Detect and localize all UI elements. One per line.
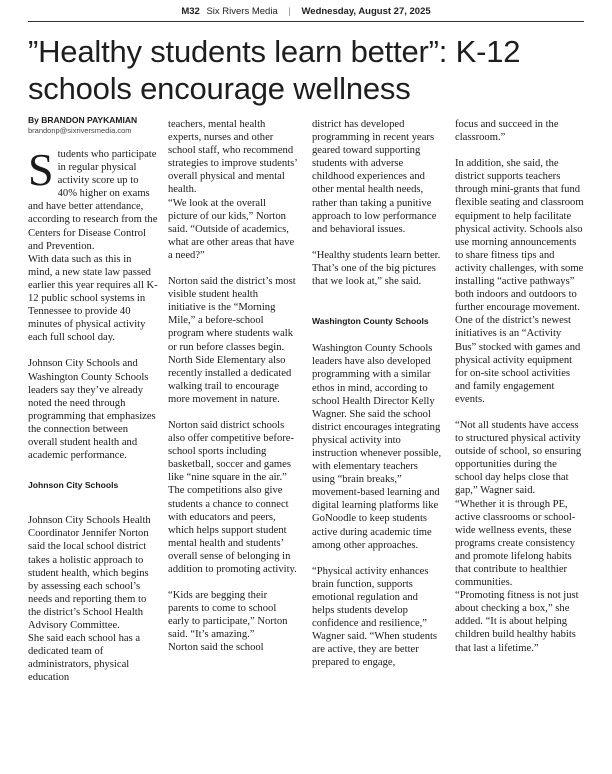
page-header bbox=[0, 6, 612, 17]
paragraph: “Physical activity enhances brain function, supports emotional regulation and helps students develop confidence and resilience,” Wagner said. “When students are active, they are better prepared to engage, bbox=[312, 565, 438, 669]
paragraph: Johnson City Schools Health Coordinator Jennifer Norton said the local school district takes a holistic approach to student health, which begins by assessing each school’s needs and reporting them to the district’s School Health Advisory Committee. bbox=[28, 515, 151, 631]
article-column-1 bbox=[28, 144, 158, 684]
article-column-4 bbox=[455, 118, 585, 655]
paragraph: “Promoting fitness is not just about checking a box,” she added. “It is about helping children build healthy habits that last a lifetime.” bbox=[455, 590, 579, 654]
paragraph: “We look at the overall picture of our kids,” Norton said. “Outside of academics, what are other areas that have a need?” bbox=[168, 197, 295, 261]
byline-email: brandonp@sixriversmedia.com bbox=[28, 126, 132, 135]
byline-author: By BRANDON PAYKAMIAN bbox=[28, 115, 138, 125]
drop-cap: S bbox=[28, 144, 54, 195]
paragraph: focus and succeed in the classroom.” bbox=[455, 119, 559, 144]
byline bbox=[28, 115, 137, 135]
header-rule bbox=[28, 21, 584, 22]
paragraph: Norton said the school bbox=[168, 642, 264, 654]
paragraph: Johnson City Schools and Washington County Schools leaders say they’ve already noted the need through programming that emphasizes the connection between overall student health and academic performance. bbox=[28, 358, 156, 462]
article-column-2 bbox=[168, 118, 298, 655]
lead-text: tudents who participate in regular physical activity score up to 40% higher on exams and have better attendance, according to research from the Centers for Disease Control and Prevention. bbox=[28, 149, 158, 252]
paragraph: “Whether it is through PE, active classrooms or school-wide wellness events, these programs create consistency and promote lifelong habits that contribute to healthier communities. bbox=[455, 498, 576, 589]
paragraph: “Healthy students learn better. That’s one of the big pictures that we look at,” she said. bbox=[312, 249, 441, 288]
paragraph: Norton said the district’s most visible student health initiative is the “Morning Mile,” a before-school program where students walk or run before classes begin. North Side Elementary also recently installed a dedicated walking trail to encourage more movement in nature. bbox=[168, 276, 296, 405]
publication-date: Wednesday, August 27, 2025 bbox=[301, 6, 431, 17]
section-subhead: Johnson City Schools bbox=[28, 480, 119, 491]
paragraph: Washington County Schools leaders have also developed programming with a similar ethos in mind, according to school Health Director Kelly Wagner. She said the school district encourages integrating physical activity into instruction whenever possible, with elementary teachers using “brain breaks,” movement-based learning and digital learning platforms like GoNoodle to keep students active during academic time among other approaches. bbox=[312, 343, 442, 551]
page-number: M32 bbox=[181, 6, 200, 17]
article-column-3 bbox=[312, 118, 442, 669]
paragraph: With data such as this in mind, a new state law passed earlier this year requires all K-12 public school systems in Tennessee to provide 40 minutes of physical activity each full school day. bbox=[28, 253, 158, 344]
header-separator: | bbox=[288, 6, 291, 17]
headline: ”Healthy students learn better”: K-12 schools encourage wellness bbox=[28, 34, 521, 106]
paragraph: “Kids are begging their parents to come to school early to participate,” Norton said. “It’s amazing.” bbox=[168, 590, 288, 641]
paragraph: “Not all students have access to structured physical activity outside of school, so ensuring opportunities during the school day helps close that gap,” Wagner said. bbox=[455, 419, 582, 497]
publication-name: Six Rivers Media bbox=[206, 6, 278, 17]
paragraph: She said each school has a dedicated team of administrators, physical education bbox=[28, 633, 141, 684]
paragraph: teachers, mental health experts, nurses and other school staff, who recommend strategies to improve students’ overall physical and mental health. bbox=[168, 119, 297, 196]
paragraph: One of the district’s newest initiatives is an “Activity Bus” stocked with games and physical activity equipment for on-site school activities and family engagement events. bbox=[455, 315, 581, 405]
paragraph: In addition, she said, the district supports teachers through mini-grants that fund flexible seating and classroom equipment to help facilitate physical activity. Schools also use morning announcements to share fitness tips and activity challenges, with some installing “active pathways” both indoors and outdoors to further encourage movement. bbox=[455, 158, 584, 314]
paragraph: Norton said district schools also offer competitive before-school sports including basketball, soccer and games like “nine square in the air.” The competitions also give students a chance to connect with educators and peers, which helps support student mental health and students’ overall sense of belonging in addition to promoting activity. bbox=[168, 419, 297, 575]
lead-paragraph bbox=[28, 144, 158, 253]
section-subhead: Washington County Schools bbox=[312, 316, 429, 327]
paragraph: district has developed programming in recent years geared toward supporting students with adverse childhood experiences and other mental health needs, rather than taking a punitive approach to low performance and behavioral issues. bbox=[312, 119, 437, 235]
